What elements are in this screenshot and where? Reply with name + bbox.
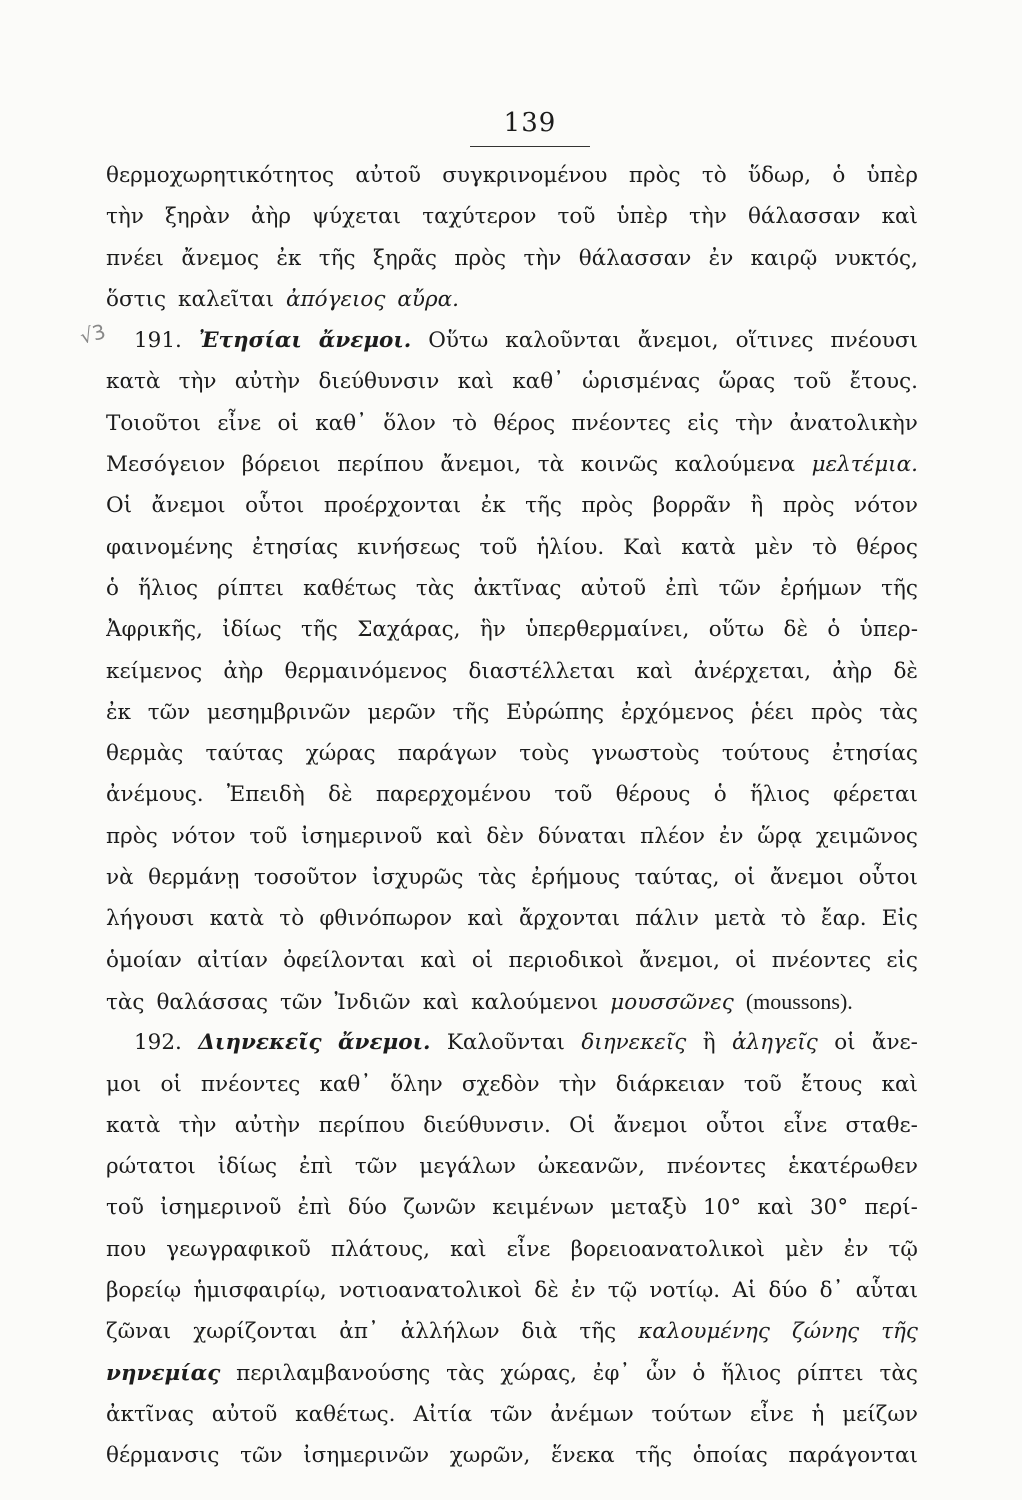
text-line: τοῦ ἰσημερινοῦ ἐπὶ δύο ζωνῶν κειμένων μεταξὺ 10° καὶ 30° περί- <box>106 1195 918 1221</box>
text-line: ζῶναι χωρίζονται ἀπ᾽ ἀλλήλων διὰ τῆς καλουμένης ζώνης τῆς <box>106 1319 918 1345</box>
body-text <box>106 155 918 1477</box>
text-line: θερμοχωρητικότητος αὐτοῦ συγκρινομένου πρὸς τὸ ὕδωρ, ὁ ὑπὲρ <box>106 163 918 188</box>
text-line: 192. Διηνεκεῖς ἄνεμοι. Καλοῦνται διηνεκεῖς ἢ ἀληγεῖς οἱ ἄνε- <box>134 1030 918 1056</box>
text-line: 191. Ἐτησίαι ἄνεμοι. Οὕτω καλοῦνται ἄνεμοι, οἵτινες πνέουσι <box>134 328 918 354</box>
text-line: ρώτατοι ἰδίως ἐπὶ τῶν μεγάλων ὠκεανῶν, πνέοντες ἑκατέρωθεν <box>106 1154 918 1180</box>
text-line: θέρμανσις τῶν ἰσημερινῶν χωρῶν, ἕνεκα τῆς ὁποίας παράγονται <box>106 1443 918 1469</box>
text-line: νὰ θερμάνῃ τοσοῦτον ἰσχυρῶς τὰς ἐρήμους ταύτας, οἱ ἄνεμοι οὗτοι <box>106 865 918 891</box>
text-line: κείμενος ἀὴρ θερμαινόμενος διαστέλλεται καὶ ἀνέρχεται, ἀὴρ δὲ <box>106 658 918 684</box>
text-line: πνέει ἄνεμος ἐκ τῆς ξηρᾶς πρὸς τὴν θάλασσαν ἐν καιρῷ νυκτός, <box>106 245 918 271</box>
text-line: Οἱ ἄνεμοι οὗτοι προέρχονται ἐκ τῆς πρὸς βορρᾶν ἢ πρὸς νότον <box>106 493 918 519</box>
page-number-rule <box>470 146 590 147</box>
text-line: ἀνέμους. Ἐπειδὴ δὲ παρερχομένου τοῦ θέρους ὁ ἥλιος φέρεται <box>106 782 918 808</box>
text-line: λήγουσι κατὰ τὸ φθινόπωρον καὶ ἄρχονται πάλιν μετὰ τὸ ἔαρ. Εἰς <box>106 906 918 932</box>
text-line: κατὰ τὴν αὐτὴν διεύθυνσιν καὶ καθ᾽ ὡρισμένας ὥρας τοῦ ἔτους. <box>106 369 918 395</box>
text-line: κατὰ τὴν αὐτὴν περίπου διεύθυνσιν. Οἱ ἄνεμοι οὗτοι εἶνε σταθε- <box>106 1112 918 1138</box>
text-line: Τοιοῦτοι εἶνε οἱ καθ᾽ ὅλον τὸ θέρος πνέοντες εἰς τὴν ἀνατολικὴν <box>106 410 918 436</box>
text-line: μοι οἱ πνέοντες καθ᾽ ὅλην σχεδὸν τὴν διάρκειαν τοῦ ἔτους καὶ <box>106 1071 918 1097</box>
text-line: ὅστις καλεῖται ἀπόγειος αὔρα. <box>106 286 459 312</box>
text-line: θερμὰς ταύτας χώρας παράγων τοὺς γνωστοὺς τούτους ἐτησίας <box>106 741 918 767</box>
text-line: ὁμοίαν αἰτίαν ὀφείλονται καὶ οἱ περιοδικοὶ ἄνεμοι, οἱ πνέοντες εἰς <box>106 947 918 973</box>
page-number: 139 <box>503 108 557 138</box>
text-line: νηνεμίας περιλαμβανούσης τὰς χώρας, ἐφ᾽ ὧν ὁ ἥλιος ρίπτει τὰς <box>106 1360 918 1386</box>
text-line: ὁ ἥλιος ρίπτει καθέτως τὰς ἀκτῖνας αὐτοῦ ἐπὶ τῶν ἐρήμων τῆς <box>106 575 918 601</box>
text-line: τὰς θαλάσσας τῶν Ἰνδιῶν καὶ καλούμενοι μουσσῶνες (moussons). <box>106 988 853 1015</box>
text-line: Μεσόγειον βόρειοι περίπου ἄνεμοι, τὰ κοινῶς καλούμενα μελτέμια. <box>106 452 918 478</box>
text-line: βορείῳ ἡμισφαιρίῳ, νοτιοανατολικοὶ δὲ ἐν τῷ νοτίῳ. Αἱ δύο δ᾽ αὗται <box>106 1278 918 1304</box>
text-line: ἐκ τῶν μεσημβρινῶν μερῶν τῆς Εὐρώπης ἐρχόμενος ῥέει πρὸς τὰς <box>106 699 918 725</box>
text-line: πρὸς νότον τοῦ ἰσημερινοῦ καὶ δὲν δύναται πλέον ἐν ὥρᾳ χειμῶνος <box>106 823 918 849</box>
text-line: που γεωγραφικοῦ πλάτους, καὶ εἶνε βορειοανατολικοὶ μὲν ἐν τῷ <box>106 1236 918 1262</box>
margin-pencil-mark: √3 <box>77 319 109 349</box>
text-line: ἀκτῖνας αὐτοῦ καθέτως. Αἰτία τῶν ἀνέμων τούτων εἶνε ἡ μείζων <box>106 1401 918 1427</box>
text-line: φαινομένης ἐτησίας κινήσεως τοῦ ἡλίου. Καὶ κατὰ μὲν τὸ θέρος <box>106 534 918 560</box>
text-line: Ἀφρικῆς, ἰδίως τῆς Σαχάρας, ἣν ὑπερθερμαίνει, οὕτω δὲ ὁ ὑπερ- <box>106 617 918 643</box>
text-line: τὴν ξηρὰν ἀὴρ ψύχεται ταχύτερον τοῦ ὑπὲρ τὴν θάλασσαν καὶ <box>106 204 918 230</box>
